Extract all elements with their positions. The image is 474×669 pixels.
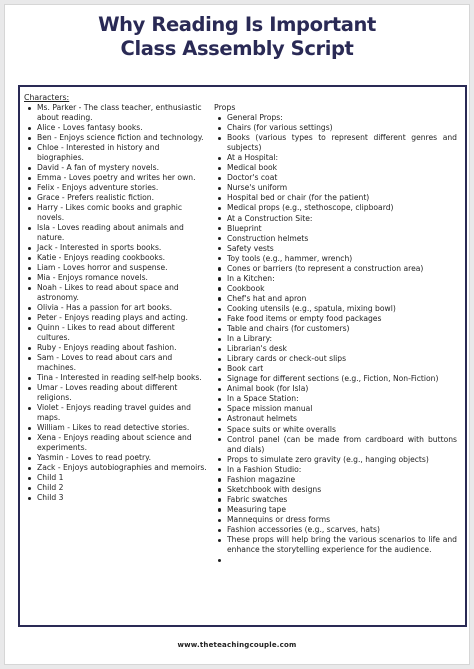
prop-item: Fashion accessories (e.g., scarves, hats) — [214, 525, 457, 535]
character-item: Child 3 — [24, 493, 207, 503]
prop-item: General Props: — [214, 113, 457, 123]
character-item: Sam - Loves to read about cars and machines. — [24, 353, 207, 373]
prop-item: Fake food items or empty food packages — [214, 314, 457, 324]
character-item: Felix - Enjoys adventure stories. — [24, 183, 207, 193]
character-item: Grace - Prefers realistic fiction. — [24, 193, 207, 203]
prop-item: Space suits or white overalls — [214, 425, 457, 435]
props-heading: Props — [214, 103, 236, 112]
character-item: Peter - Enjoys reading plays and acting. — [24, 313, 207, 323]
character-item: Liam - Loves horror and suspense. — [24, 263, 207, 273]
prop-item: Chef's hat and apron — [214, 294, 457, 304]
content-frame — [18, 85, 467, 627]
page-title-line-2: Class Assembly Script — [120, 37, 354, 60]
prop-item: Hospital bed or chair (for the patient) — [214, 193, 457, 203]
characters-list — [24, 103, 207, 503]
prop-item: Sketchbook with designs — [214, 485, 457, 495]
character-item: Olivia - Has a passion for art books. — [24, 303, 207, 313]
character-item: Mia - Enjoys romance novels. — [24, 273, 207, 283]
prop-item: Measuring tape — [214, 505, 457, 515]
prop-item: Medical props (e.g., stethoscope, clipboard) — [214, 203, 457, 213]
prop-item: Toy tools (e.g., hammer, wrench) — [214, 254, 457, 264]
prop-item: At a Hospital: — [214, 153, 457, 163]
prop-item: Books (various types to represent different genres and subjects) — [214, 133, 457, 153]
prop-item: Book cart — [214, 364, 457, 374]
props-column — [214, 103, 457, 555]
page-title-line-1: Why Reading Is Important — [98, 13, 376, 36]
character-item: Child 1 — [24, 473, 207, 483]
character-item: Katie - Enjoys reading cookbooks. — [24, 253, 207, 263]
prop-item: Table and chairs (for customers) — [214, 324, 457, 334]
character-item: Chloe - Interested in history and biographies. — [24, 143, 207, 163]
prop-item: Cones or barriers (to represent a construction area) — [214, 264, 457, 274]
character-item: Ms. Parker - The class teacher, enthusiastic about reading. — [24, 103, 207, 123]
prop-item: Signage for different sections (e.g., Fiction, Non-Fiction) — [214, 374, 457, 384]
props-list — [214, 113, 457, 555]
footer-url: www.theteachingcouple.com — [177, 641, 297, 649]
prop-item: These props will help bring the various scenarios to life and enhance the storytelling experience for the audience. — [214, 535, 457, 555]
character-item: Noah - Likes to read about space and astronomy. — [24, 283, 207, 303]
prop-item: In a Library: — [214, 334, 457, 344]
prop-item: Props to simulate zero gravity (e.g., hanging objects) — [214, 455, 457, 465]
character-item: Violet - Enjoys reading travel guides and maps. — [24, 403, 207, 423]
character-item: Isla - Loves reading about animals and nature. — [24, 223, 207, 243]
prop-item: In a Fashion Studio: — [214, 465, 457, 475]
prop-item: Library cards or check-out slips — [214, 354, 457, 364]
character-item: Ruby - Enjoys reading about fashion. — [24, 343, 207, 353]
character-item: Tina - Interested in reading self-help books. — [24, 373, 207, 383]
prop-item: Doctor's coat — [214, 173, 457, 183]
character-item: William - Likes to read detective stories. — [24, 423, 207, 433]
character-item: Jack - Interested in sports books. — [24, 243, 207, 253]
prop-item: Fabric swatches — [214, 495, 457, 505]
prop-item: Blueprint — [214, 224, 457, 234]
prop-item: Control panel (can be made from cardboard with buttons and dials) — [214, 435, 457, 455]
character-item: Zack - Enjoys autobiographies and memoirs. — [24, 463, 207, 473]
prop-item: Medical book — [214, 163, 457, 173]
character-item: Xena - Enjoys reading about science and experiments. — [24, 433, 207, 453]
prop-item: Fashion magazine — [214, 475, 457, 485]
prop-item: Nurse's uniform — [214, 183, 457, 193]
prop-item: Animal book (for Isla) — [214, 384, 457, 394]
prop-item: Space mission manual — [214, 404, 457, 414]
character-item: Yasmin - Loves to read poetry. — [24, 453, 207, 463]
prop-item: At a Construction Site: — [214, 214, 457, 224]
prop-item: Cookbook — [214, 284, 457, 294]
character-item: Quinn - Likes to read about different cultures. — [24, 323, 207, 343]
character-item: Alice - Loves fantasy books. — [24, 123, 207, 133]
characters-heading: Characters: — [24, 93, 70, 102]
character-item: Emma - Loves poetry and writes her own. — [24, 173, 207, 183]
characters-column — [24, 93, 207, 503]
character-item: Harry - Likes comic books and graphic novels. — [24, 203, 207, 223]
prop-item: Cooking utensils (e.g., spatula, mixing bowl) — [214, 304, 457, 314]
prop-item: Mannequins or dress forms — [214, 515, 457, 525]
prop-item: Librarian's desk — [214, 344, 457, 354]
prop-item: Chairs (for various settings) — [214, 123, 457, 133]
prop-item: In a Space Station: — [214, 394, 457, 404]
character-item: Ben - Enjoys science fiction and technology. — [24, 133, 207, 143]
document-page — [4, 4, 470, 665]
character-item: David - A fan of mystery novels. — [24, 163, 207, 173]
prop-item: Astronaut helmets — [214, 414, 457, 424]
prop-item: Construction helmets — [214, 234, 457, 244]
prop-item: In a Kitchen: — [214, 274, 457, 284]
prop-item: Safety vests — [214, 244, 457, 254]
character-item: Umar - Loves reading about different religions. — [24, 383, 207, 403]
character-item: Child 2 — [24, 483, 207, 493]
